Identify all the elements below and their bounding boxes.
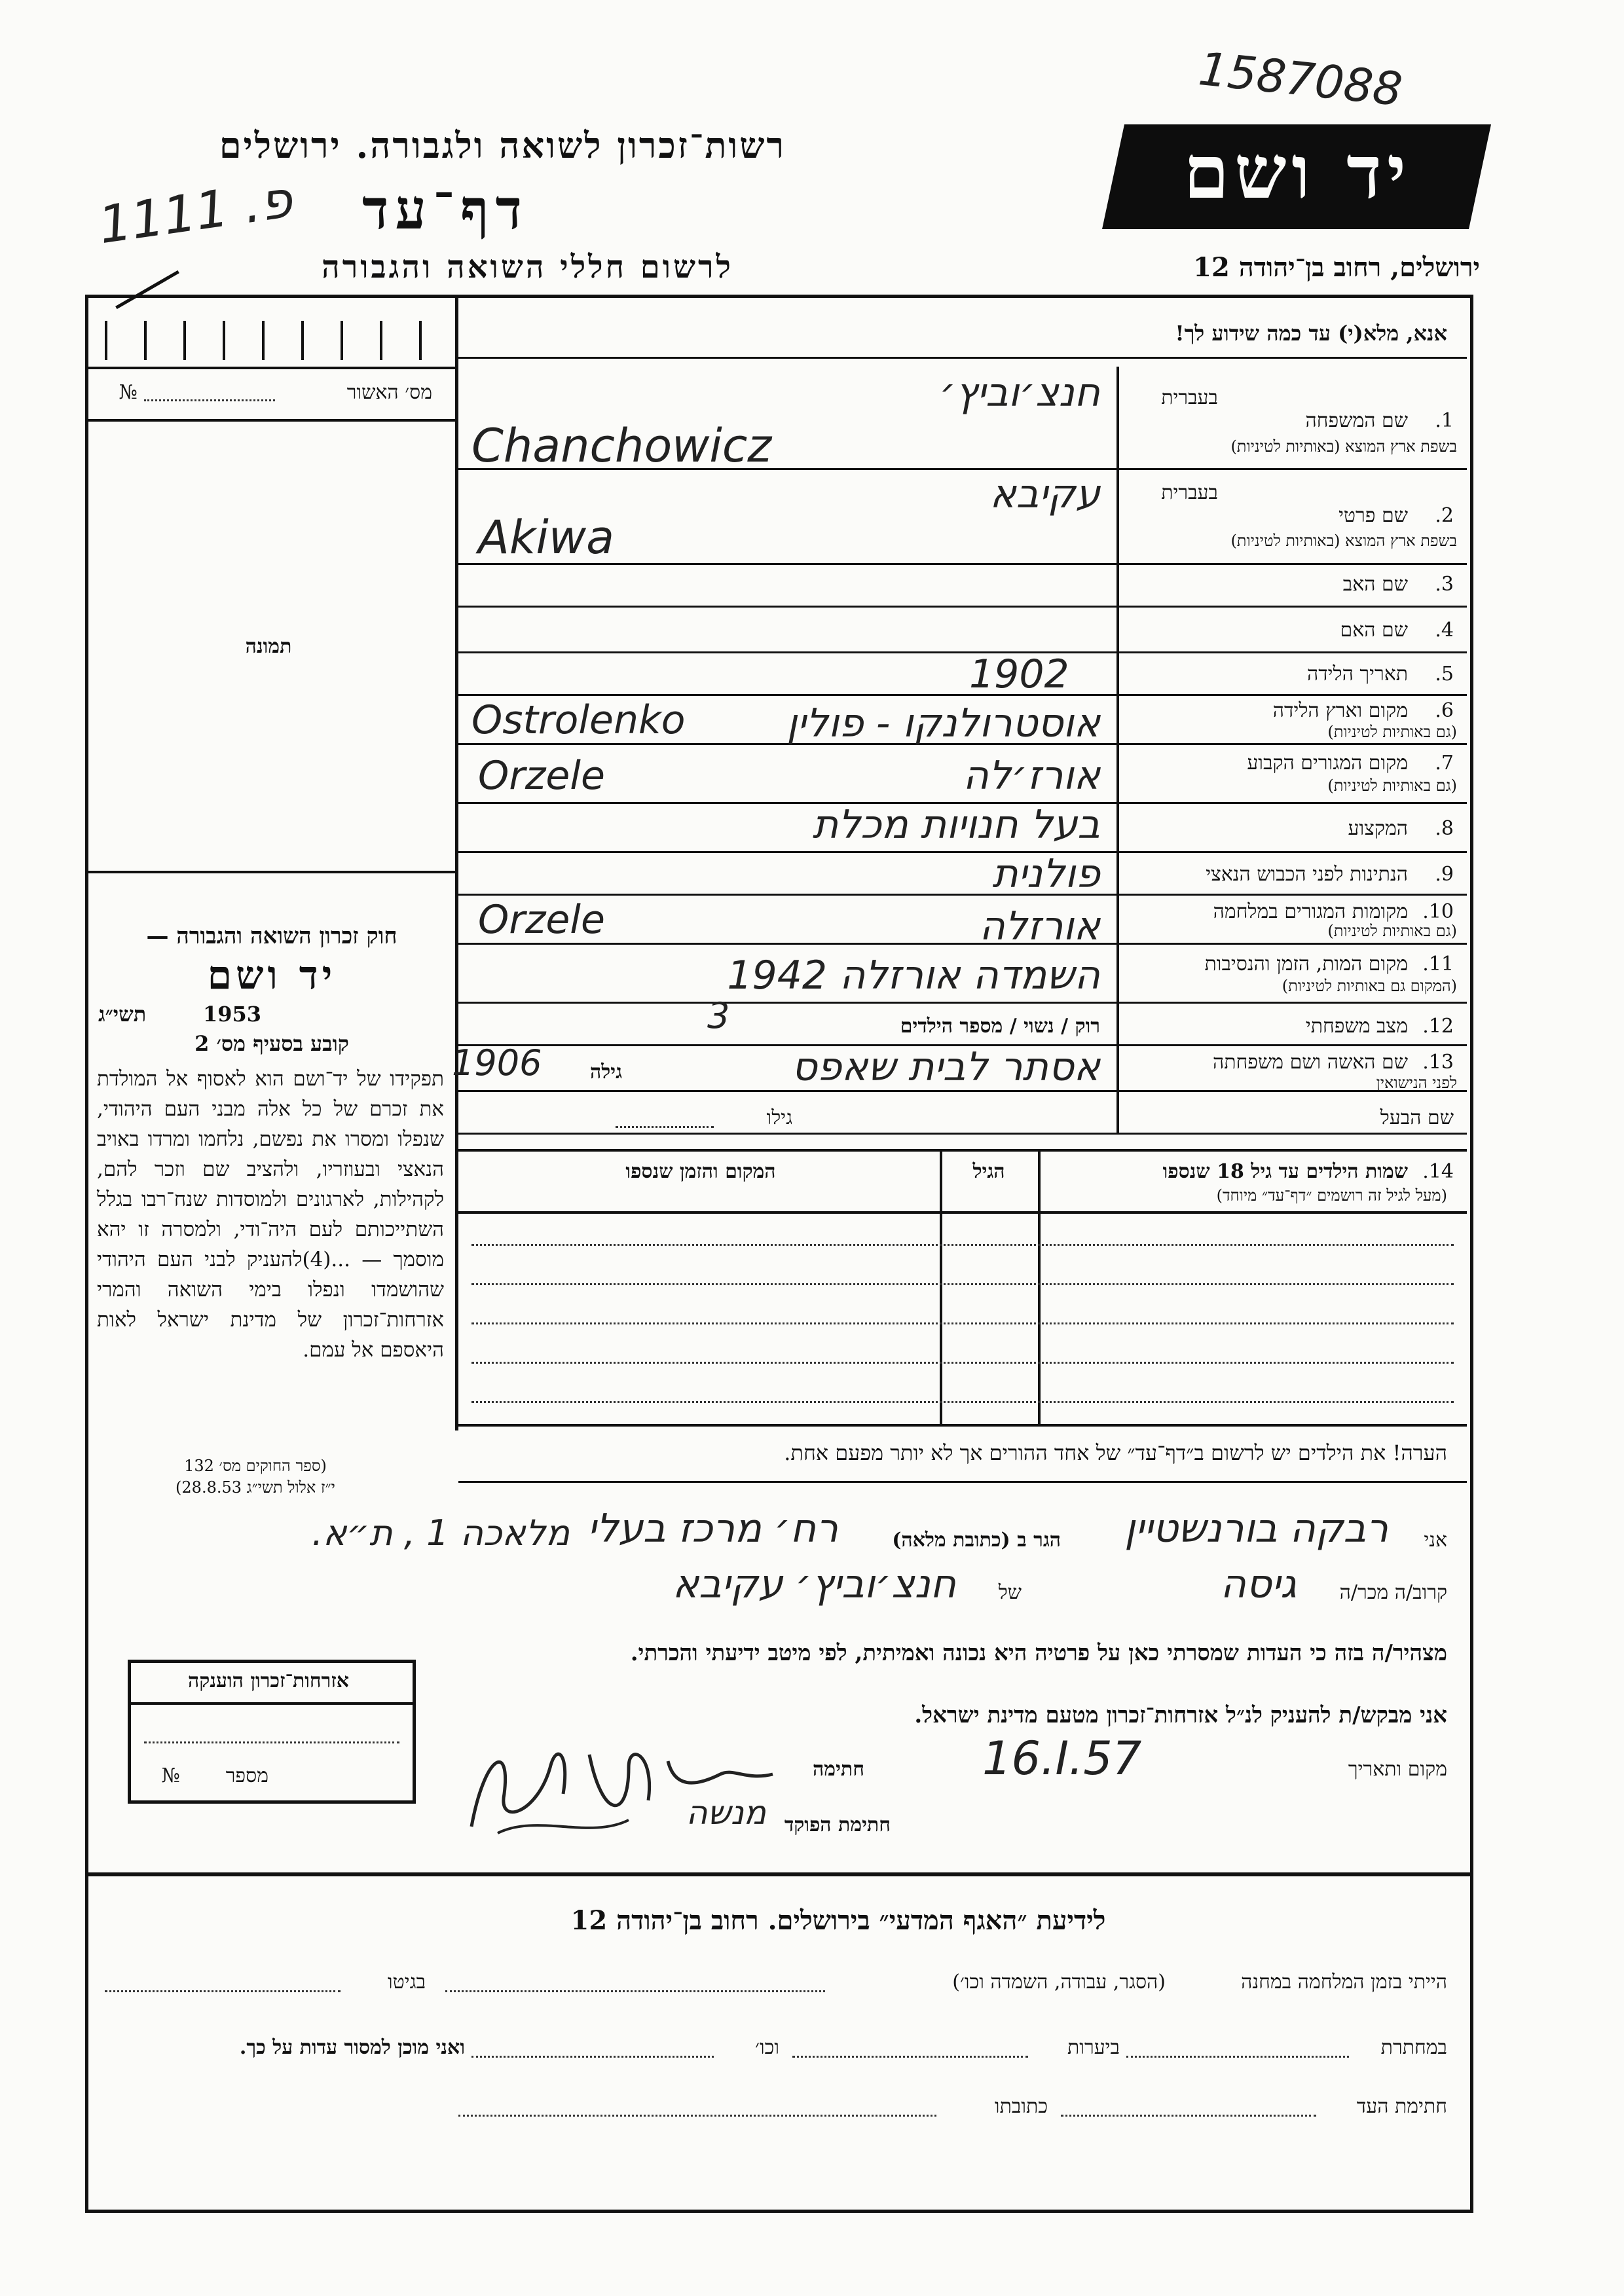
surname-sub: בשפת ארץ המוצא (באותיות לטיניות): [1230, 437, 1457, 456]
citizenship-title: אזרחות־זכרון הוענקה: [187, 1669, 350, 1692]
war-residence-latin-value[interactable]: Orzele: [478, 897, 605, 943]
place-date-label: מקום ותאריך: [1348, 1758, 1447, 1781]
mother-num: 4.: [1435, 619, 1454, 642]
footer-line1a: הייתי בזמן המלחמה במחנה: [1241, 1971, 1447, 1994]
citizenship-line[interactable]: [144, 1741, 399, 1743]
first-name-latin-value[interactable]: Akiwa: [478, 511, 615, 564]
profession-num: 8.: [1435, 817, 1454, 840]
declarant-address[interactable]: רח׳ מרכז בעלי: [587, 1506, 838, 1552]
law-clause: קובע בסעיף מס׳ 2: [194, 1031, 349, 1056]
yad-vashem-logo: [1102, 124, 1491, 229]
relation-value[interactable]: גיסה: [1220, 1561, 1297, 1607]
address: ירושלים, רחוב בן־יהודה 12: [1193, 252, 1480, 283]
surname-hebrew-label: בעברית: [1161, 386, 1218, 409]
table-bottom: [458, 1424, 1467, 1427]
relation-label: קרוב/ה מכר/ה: [1339, 1581, 1447, 1604]
decl-mid: הגר ב (כתובת מלאה): [892, 1529, 1061, 1552]
death-num: 11.: [1422, 953, 1454, 975]
row-sep-14: [458, 1133, 1467, 1135]
death-value[interactable]: השמדה אורזלה 1942: [727, 953, 1100, 998]
forests-field[interactable]: [792, 2056, 1028, 2058]
war-residence-hebrew-value[interactable]: אורזלה: [979, 903, 1100, 949]
certificate-label: מס׳ האשור: [346, 381, 432, 404]
table-top: [458, 1149, 1467, 1152]
surname-latin-value[interactable]: Chanchowicz: [471, 419, 772, 473]
underground-field[interactable]: [1126, 2056, 1349, 2058]
residence-sub: (גם באותיות לטיניות): [1327, 776, 1457, 795]
footer-separator: [88, 1872, 1470, 1876]
residence-hebrew-value[interactable]: אורז׳לה: [963, 753, 1100, 799]
archive-number: 1587088: [1196, 41, 1405, 117]
birth-place-label: מקום וארץ הלידה: [1272, 699, 1408, 722]
request: אני מבקש/ת להעניק לנ״ל אזרחות־זכרון מטעם מדינת ישראל.: [914, 1702, 1447, 1728]
children-count-value[interactable]: 3: [707, 995, 730, 1036]
war-residence-sub: (גם באותיות לטיניות): [1327, 922, 1457, 940]
form-subtitle: לרשום חללי השואה והגבורה: [322, 249, 733, 285]
birth-date-value[interactable]: 1902: [969, 651, 1069, 697]
note-bottom: [458, 1481, 1467, 1483]
logo-text: יד ושם: [1183, 130, 1412, 215]
declarant-address-cont[interactable]: מלאכה 1 , ת״א.: [312, 1512, 570, 1554]
surname-hebrew-value[interactable]: חנצ׳וביץ׳: [939, 370, 1100, 416]
wife-age-value[interactable]: 1906: [452, 1042, 542, 1084]
residence-label: מקום המגורים הקבוע: [1247, 752, 1408, 774]
birth-place-hebrew-value[interactable]: אוסטרולנקו - פולין: [786, 701, 1100, 746]
mother-label: שם האם: [1340, 619, 1408, 642]
father-label: שם האב: [1342, 573, 1408, 596]
footer-line3b: כתובתו: [994, 2095, 1048, 2118]
profession-label: המקצוע: [1348, 817, 1408, 840]
nationality-value[interactable]: פולנית: [992, 851, 1100, 897]
place-date-value[interactable]: 16.I.57: [982, 1732, 1142, 1785]
wife-name-value[interactable]: אסתר לבית שאפס: [791, 1044, 1100, 1090]
death-label: מקום המות, הזמן והנסיבות: [1204, 953, 1408, 975]
residence-num: 7.: [1435, 752, 1454, 774]
wife-sub: לפני הנישואין: [1376, 1074, 1457, 1092]
law-title: חוק זכרון השואה והגבורה —: [146, 923, 397, 949]
table-row[interactable]: [471, 1362, 1454, 1364]
footer-line2d: ואני מוכן למסור עדות על כך.: [239, 2036, 465, 2059]
wife-age-label: גילה: [589, 1061, 622, 1084]
row-sep-3: [458, 606, 1467, 608]
camp-field[interactable]: [445, 1990, 825, 1992]
table-row[interactable]: [471, 1322, 1454, 1324]
row-sep-5: [458, 694, 1467, 696]
cert-ticks: [105, 321, 432, 360]
certificate-number-field[interactable]: [144, 399, 275, 401]
officer-value[interactable]: מנשה: [686, 1794, 766, 1832]
table-num: 14.: [1422, 1160, 1454, 1183]
of-value[interactable]: חנצ׳וביץ׳ עקיבא: [673, 1561, 956, 1607]
value-column-left: [455, 367, 458, 1133]
citizenship-number-label: מספר: [225, 1764, 268, 1787]
birth-date-num: 5.: [1435, 663, 1454, 685]
table-header-sub: (מעל לגיל זה רושמים ״דף־עד״ מיוחד): [1216, 1186, 1447, 1205]
family-status-num: 12.: [1422, 1015, 1454, 1038]
table-header-children: שמות הילדים עד גיל 18 שנספו: [1162, 1160, 1408, 1183]
law-text: תפקידו של יד־ושם הוא לאסוף אל המולדת את זכרם של כל אלה מבני העם היהודי, שנפלו ומסרו את נפשם, נלחמו ומרדו באויב הנאצי ובעוזריו, ולהציב שם וזכר להם, לקהילות, לארגונים ולמוסדות שנח־רבו בגלל השתייכותם לעם היה־ודי, ולמסרה זו יהא מוסמך — ...(4)להעניק לבני העם היהודי שהושמדו ונפלו בימי השואה והמרי אזרחות־זכרון של מדינת ישראל לאות היאספם אל עמם.: [97, 1067, 444, 1362]
surname-label: שם המשפחה: [1305, 409, 1408, 432]
citizenship-number-sign: №: [161, 1764, 180, 1787]
footer-line2a: במחתרת: [1380, 2036, 1447, 2059]
statement: מצהיר/ה בזה כי העדות שמסרתי כאן על פרטיה היא נכונה ואמיתית, לפי מיטב ידיעתי והכרתי.: [630, 1640, 1447, 1666]
nationality-num: 9.: [1435, 863, 1454, 886]
first-name-hebrew-label: בעברית: [1161, 481, 1218, 504]
law-source-date: י״ז אלול תשי״ג 28.8.53): [175, 1478, 335, 1497]
birth-place-latin-value[interactable]: Ostrolenko: [471, 697, 686, 743]
war-residence-label: מקומות המגורים במלחמה: [1213, 900, 1408, 923]
law-source: (ספר החוקים מס׳ 132: [184, 1457, 327, 1475]
birth-date-label: תאריך הלידה: [1306, 663, 1408, 685]
certificate-number-sign: №: [119, 381, 138, 404]
of-label: של: [998, 1581, 1022, 1604]
footer-line1c: בגיטו: [387, 1971, 426, 1994]
table-col-2: [940, 1149, 942, 1424]
war-residence-num: 10.: [1422, 900, 1454, 923]
nationality-label: הנתינות לפני הכבוש הנאצי: [1206, 863, 1408, 886]
table-row[interactable]: [471, 1401, 1454, 1403]
officer-label: חתימת הפוקד: [784, 1813, 891, 1836]
wife-num: 13.: [1422, 1051, 1454, 1074]
first-name-sub: בשפת ארץ המוצא (באותיות לטיניות): [1230, 532, 1457, 550]
footer-line3a: חתימת העד: [1356, 2095, 1447, 2118]
footer-line2c: וכו׳: [755, 2036, 779, 2059]
citizenship-box-divider: [128, 1702, 416, 1705]
profession-value[interactable]: בעל חנויות מכלת: [812, 802, 1100, 848]
form-title: דף־עד: [361, 177, 528, 242]
witness-address-field[interactable]: [458, 2115, 936, 2117]
witness-signature-field[interactable]: [1061, 2115, 1316, 2117]
etc-field[interactable]: [471, 2056, 714, 2058]
table-header-age: הגיל: [972, 1160, 1005, 1183]
label-column-divider: [1116, 367, 1119, 1133]
photo-label: תמונה: [245, 635, 292, 658]
family-status-options: רוק / נשוי / מספר הילדים: [900, 1015, 1100, 1038]
birth-place-num: 6.: [1435, 699, 1454, 722]
cert-box-mid: [88, 419, 455, 422]
photo-box-bottom: [88, 871, 455, 873]
residence-latin-value[interactable]: Orzele: [478, 753, 605, 799]
table-col-1: [1038, 1149, 1041, 1424]
signature-label: חתימה: [813, 1758, 864, 1781]
father-num: 3.: [1435, 573, 1454, 596]
signature-stroke: [498, 1820, 629, 1833]
law-year: 1953: [203, 1002, 262, 1027]
corner-note: פ. 1111: [95, 170, 296, 256]
husband-age-label: גילו: [766, 1106, 792, 1129]
first-name-hebrew-value[interactable]: עקיבא: [989, 471, 1100, 517]
family-status-label: מצב משפחתי: [1305, 1015, 1408, 1038]
surname-num: 1.: [1435, 409, 1454, 432]
law-year-heb: תשי״ג: [98, 1002, 147, 1027]
table-header-bottom: [458, 1211, 1467, 1214]
decl-prefix: אני: [1424, 1529, 1447, 1552]
footer-line1b: (הסגר, עבודה, השמדה וכו׳): [952, 1971, 1166, 1994]
intro-underline: [458, 357, 1467, 359]
law-logo: יד ושם: [207, 953, 337, 998]
death-sub: (המקום גם באותיות לטיניות): [1282, 977, 1457, 995]
table-row[interactable]: [471, 1244, 1454, 1246]
table-row[interactable]: [471, 1283, 1454, 1285]
footer-title: לידיעת ״האגף המדעי״ בירושלים. רחוב בן־יהודה 12: [570, 1905, 1106, 1936]
authority-name: רשות־זכרון לשואה ולגבורה. ירושלים: [219, 124, 786, 166]
cert-box-bottom: [88, 367, 455, 369]
wife-label: שם האשה ושם משפחתה: [1212, 1051, 1408, 1074]
intro-text: אנא, מלא(י) עד כמה שידוע לך!: [1175, 321, 1447, 346]
first-name-label: שם פרטי: [1338, 504, 1408, 527]
table-header-place: המקום והזמן שנספו: [625, 1160, 776, 1183]
note-text: הערה! את הילדים יש לרשום ב״דף־עד״ של אחד ההורים אך לא יותר מפעם אחת.: [784, 1440, 1447, 1465]
ghetto-field[interactable]: [105, 1990, 341, 1992]
husband-label: שם הבעל: [1380, 1106, 1454, 1129]
husband-age-field[interactable]: [616, 1126, 714, 1128]
first-name-num: 2.: [1435, 504, 1454, 527]
row-sep-4: [458, 651, 1467, 653]
footer-line2b: ביערות: [1067, 2036, 1120, 2059]
birth-place-sub: (גם באותיות לטיניות): [1327, 723, 1457, 741]
row-sep-11: [458, 1002, 1467, 1004]
declarant-name[interactable]: רבקה בורנשטיין: [1124, 1506, 1388, 1552]
